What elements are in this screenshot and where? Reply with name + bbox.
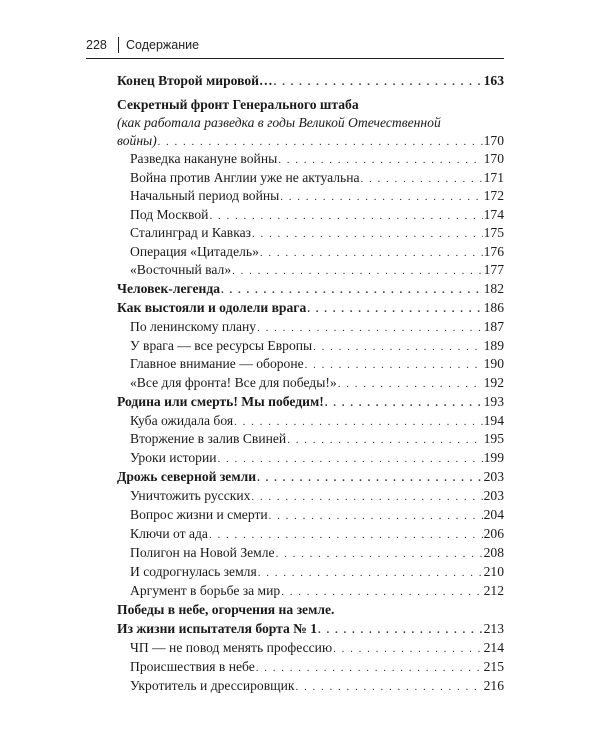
- toc-entry[interactable]: [130, 677, 504, 695]
- toc-entry[interactable]: [130, 487, 504, 505]
- entry-page: 203: [483, 488, 504, 503]
- leader-dots: [209, 208, 482, 224]
- entry-title: Главное внимание — обороне: [130, 356, 304, 371]
- toc-entry[interactable]: [130, 525, 504, 543]
- toc-entry[interactable]: [130, 374, 504, 392]
- entry-title: ЧП — не повод менять профессию: [130, 640, 333, 655]
- entry-title: Аргумент в борьбе за мир: [130, 583, 281, 598]
- entry-title: Из жизни испытателя борта № 1: [117, 621, 318, 636]
- entry-page: 203: [483, 469, 504, 484]
- toc-entry[interactable]: [130, 582, 504, 600]
- leader-dots: [258, 565, 483, 581]
- toc-entry[interactable]: [130, 449, 504, 467]
- toc-entry[interactable]: [130, 355, 504, 373]
- toc-heading: Секретный фронт Генерального штаба: [117, 97, 359, 112]
- leader-dots: [295, 679, 482, 695]
- entry-page: 195: [483, 431, 504, 446]
- toc-entry[interactable]: [130, 206, 504, 224]
- entry-page: 212: [483, 583, 504, 598]
- entry-page: 174: [483, 207, 504, 222]
- entry-title: Вопрос жизни и смерти: [130, 507, 268, 522]
- entry-title: Человек-легенда: [117, 281, 221, 296]
- entry-title: Конец Второй мировой…: [117, 73, 273, 88]
- leader-dots: [257, 470, 483, 486]
- leader-dots: [158, 134, 483, 150]
- entry-title: У врага — все ресурсы Европы: [130, 338, 313, 353]
- section-title: Содержание: [126, 38, 200, 52]
- entry-title: войны): [117, 133, 157, 148]
- leader-dots: [338, 376, 483, 392]
- entry-page: 204: [483, 507, 504, 522]
- entry-title: Как выстояли и одолели врага: [117, 300, 307, 315]
- entry-page: 182: [483, 281, 504, 296]
- leader-dots: [313, 339, 482, 355]
- toc-entry[interactable]: [130, 150, 504, 168]
- leader-dots: [287, 432, 482, 448]
- leader-dots: [260, 245, 483, 261]
- entry-page: 171: [483, 170, 504, 185]
- entry-title: Начальный период войны: [130, 188, 280, 203]
- entry-page: 170: [483, 151, 504, 166]
- leader-dots: [269, 508, 483, 524]
- entry-page: 215: [483, 659, 504, 674]
- leader-dots: [251, 489, 482, 505]
- leader-dots: [333, 641, 482, 657]
- entry-page: 189: [483, 338, 504, 353]
- leader-dots: [276, 546, 483, 562]
- entry-title: Полигон на Новой Земле: [130, 545, 275, 560]
- entry-title: Ключи от ада: [130, 526, 208, 541]
- entry-page: 176: [483, 244, 504, 259]
- entry-page: 175: [483, 225, 504, 240]
- leader-dots: [256, 660, 483, 676]
- entry-title: «Все для фронта! Все для победы!»: [130, 375, 337, 390]
- leader-dots: [305, 357, 483, 373]
- entry-title: Уничтожить русских: [130, 488, 251, 503]
- leader-dots: [325, 395, 483, 411]
- leader-dots: [221, 282, 483, 298]
- entry-title: Вторжение в залив Свиней: [130, 431, 287, 446]
- entry-title: Сталинград и Кавказ: [130, 225, 252, 240]
- entry-page: 170: [483, 133, 504, 148]
- entry-title: Операция «Цитадель»: [130, 244, 259, 259]
- toc-heading: Победы в небе, огорчения на земле.: [117, 602, 335, 617]
- toc-entry[interactable]: [117, 299, 504, 317]
- entry-title: Разведка накануне войны: [130, 151, 278, 166]
- entry-page: 172: [483, 188, 504, 203]
- entry-page: 163: [483, 73, 504, 88]
- entry-page: 186: [483, 300, 504, 315]
- entry-title: «Восточный вал»: [130, 262, 232, 277]
- entry-title: Под Москвой: [130, 207, 209, 222]
- entry-page: 210: [483, 564, 504, 579]
- leader-dots: [274, 74, 483, 90]
- entry-title: И содрогнулась земля: [130, 564, 257, 579]
- entry-title: Уроки истории: [130, 450, 217, 465]
- toc-entry[interactable]: [130, 506, 504, 524]
- toc-entry[interactable]: [130, 563, 504, 581]
- entry-page: 177: [483, 262, 504, 277]
- toc-entry[interactable]: [117, 620, 504, 638]
- leader-dots: [280, 189, 482, 205]
- toc-entry[interactable]: [130, 243, 504, 261]
- toc-entry[interactable]: [117, 132, 504, 150]
- running-header: [86, 38, 504, 56]
- header-rule: [86, 58, 504, 59]
- toc-entry[interactable]: [130, 544, 504, 562]
- entry-page: 214: [483, 640, 504, 655]
- entry-page: 190: [483, 356, 504, 371]
- leader-dots: [252, 226, 483, 242]
- entry-page: 216: [483, 678, 504, 693]
- entry-page: 213: [483, 621, 504, 636]
- toc-subtitle: (как работала разведка в годы Великой Отечественной: [117, 115, 441, 130]
- header-separator: [118, 37, 119, 53]
- leader-dots: [361, 171, 483, 187]
- toc-entry[interactable]: [117, 393, 504, 411]
- leader-dots: [218, 451, 483, 467]
- entry-page: 192: [483, 375, 504, 390]
- toc-entry[interactable]: [117, 280, 504, 298]
- leader-dots: [257, 320, 483, 336]
- entry-page: 206: [483, 526, 504, 541]
- entry-title: Происшествия в небе: [130, 659, 255, 674]
- leader-dots: [307, 301, 482, 317]
- leader-dots: [209, 527, 483, 543]
- leader-dots: [281, 584, 482, 600]
- entry-title: Куба ожидала боя: [130, 413, 234, 428]
- toc-entry[interactable]: [130, 169, 504, 187]
- leader-dots: [232, 263, 482, 279]
- toc-entry[interactable]: [130, 639, 504, 657]
- entry-page: 208: [483, 545, 504, 560]
- entry-title: Родина или смерть! Мы победим!: [117, 394, 324, 409]
- entry-title: По ленинскому плану: [130, 319, 257, 334]
- toc-entry[interactable]: [130, 430, 504, 448]
- entry-page: 194: [483, 413, 504, 428]
- page-number: 228: [86, 38, 107, 52]
- entry-title: Война против Англии уже не актуальна: [130, 170, 360, 185]
- entry-title: Укротитель и дрессировщик: [130, 678, 295, 693]
- toc-entry[interactable]: [117, 72, 504, 90]
- toc-entry[interactable]: [130, 187, 504, 205]
- toc-entry[interactable]: [130, 318, 504, 336]
- toc-entry[interactable]: [130, 658, 504, 676]
- entry-page: 199: [483, 450, 504, 465]
- toc-entry[interactable]: [130, 412, 504, 430]
- toc-entry[interactable]: [117, 468, 504, 486]
- toc-entry[interactable]: [130, 224, 504, 242]
- leader-dots: [278, 152, 482, 168]
- entry-title: Дрожь северной земли: [117, 469, 257, 484]
- toc-entry[interactable]: [130, 337, 504, 355]
- entry-page: 187: [483, 319, 504, 334]
- leader-dots: [234, 414, 482, 430]
- toc-entry[interactable]: [130, 261, 504, 279]
- leader-dots: [318, 622, 483, 638]
- entry-page: 193: [483, 394, 504, 409]
